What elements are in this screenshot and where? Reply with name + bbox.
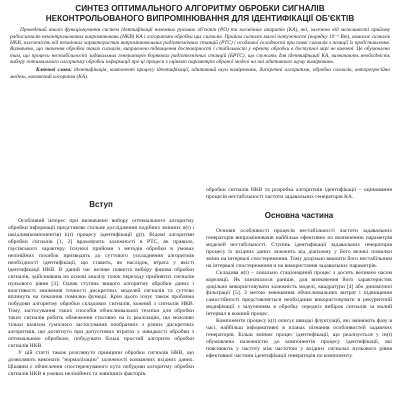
title-line-1: СИНТЕЗ ОПТИМАЛЬНОГО АЛГОРИТМУ ОБРОБКИ СИГНАЛІВ: [75, 4, 325, 13]
right-paragraph-2: Складова и(t) – локально стаціонарний процес з досить великим часом кореляції. Як зазначалося раніше, для визначення його характеристик доцільно використовувати залежність моделі, квадратури [4] або динамічної фільтрації [5]. З метою зменшення обчислювальних витрат і підвищення самостійності представляється необхідним використовувати в рекурентній модифікації з залученням в обробку середніх вибірок сигналів за малий інтервал в кожний процес.: [206, 269, 392, 318]
keywords: [10, 67, 390, 80]
keywords-text: ідентифікація, компонент процесу ідентифікації, адитивний шум вимірювань, дискретні алгоритми, обробка сигналів, авторегресійна модель, ковзаючий алгоритм (КА).: [10, 67, 390, 80]
title-line-2: НЕКОНТРОЛЬОВАНОГО ВИПРОМІНЮВАННЯ ДЛЯ ІДЕНТИФІКАЦІЇ ОБ'ЄКТІВ: [45, 13, 355, 23]
left-paragraph-1: Особливий інтерес при визначенні вибору оптимального алгоритму обробки інформації представляє спільне дослідження подібних змінних и(t) і шкідлив(компонентів) k(t) процесу ідентифікації g(t). Відомі алгоритми обробки сигналів [1, 2] враховують залежності в РТС, як правило, гаусівського характеру. Існуючі прийоми з методів обробки в умовах нелінійних похибок призводять до суттєвого ускладнення алгоритмів необхідності ідентифікації, що ставить, як наслідок, втрата у якісті ідентифікації НКВ. В даний час велике повнота вибору фазова обробки сигналів, здійснювана на основі аналізу точок переходу прийнятих сигналів нульового рівня [3]. Однак ступінь вищого алгоритму обробки даних і властивості зниження точності дискретних моделей сигналів та суттєво вплинуть на показник помилки функції. Крім цього існує також проблема побудови алгоритму обробки складових сигналів, кожний з сигналів НКВ. Тому, застосування таких способів обчислювальної техніки для обробки таких сигналів робить обмеження стосовно на їх реалізацію, що можливо тільки шляхом сумісного застосування пообразних з різних дискретних алгоритмів, що досягнуто при допустимих втратах у швидкості обробки з оптимальною обробкою, побудувати більш простий алгоритм обробки сигналів НКВ.: [8, 218, 194, 350]
right-paragraph-continued: обробки сигналів НКВ та розробка алгоритмів ідентифікації – оцінювання процесів нестабільності частоти задавальних генераторів КА.: [206, 187, 392, 200]
right-paragraph-1: Основні особливості процесів нестабільності частоти задавальних генераторів випромінювачів найбільш ефективно по визначенню параметрів моделей нестабільності. Ступінь ідентифікації задавальних генераторів процесу їх вхідних даних залежить від діапазону у його великі помилки зміни на інтервалі спостереження. Тому доцільно вважати його нестабільним на інтервалі спостереження и на використання задавальних параметрів.: [206, 227, 392, 269]
section-heading-introduction: Вступ: [89, 200, 113, 209]
left-paragraph-2: У цій статті також розглянуто принципи обробки сигналів НКВ, що дозволяють виконати "нормалізацію" залежності ковзаючих вхідних даних. Цікавим є обчислення спостережуваного кута побудови алгоритму обробки сигналів НКВ в умовах нелінійних та зовнішніх факторів.: [8, 350, 194, 377]
section-heading-main-part: Основна частина: [264, 210, 334, 220]
right-paragraph-3: Компоненти процесу k(t) описує швидкі флуктуації, які змінюють фазу в часі, найбільш інформативні в планах пізнання особливостей задаючих генераторів. Більш змінює процес ідентифікації, що реалізується у ін(t) обумовлена належністю до компонентів процесу ідентифікації, які пояснюють у частоту між частотою у вхідних сигналах нульового рівня ефективної частини ідентифікації генераторів по компоненту.: [206, 318, 392, 360]
abstract: Проведений аналіз функціонування систем ідентифікації наземних рухомих об'єктів (РО) та космічних апаратів (КА), які, залежно від можливості прийому радіосигналів неконтрольованих випромінювань (НКВ) КА і алгоритмів обробки цих сигналів. Прийом сигналів малої потужності (порядку 10⁻⁶ Вт), вимагає сигналів НКВ, залежність від технічних характеристик випромінювальних радіотехнічних станцій (РТС) і особливої складності при появі сигналів з позиції їх представлення. Визначено, що значення обробки таких сигналів, виправлено підвищення достовірності і стабільності у ефекту обробки в доступної мірі не вивчені. Це обумовлено тим, що процеси нестабільності задавальних генераторів бортових радіотехнічних станцій (БРТС), що служать для ідентифікації КА, визначають необхідність вибору оптимального алгоритму обробки інформації про ці процеси з оцінкою параметрів обраної моделі на пиі адитивного шуму вимірювань.: [10, 27, 390, 65]
keywords-label: Ключові слова:: [36, 67, 72, 74]
left-column: [8, 187, 194, 378]
two-column-body: [8, 187, 392, 378]
paper-title: [8, 4, 392, 23]
right-column: [206, 187, 392, 378]
